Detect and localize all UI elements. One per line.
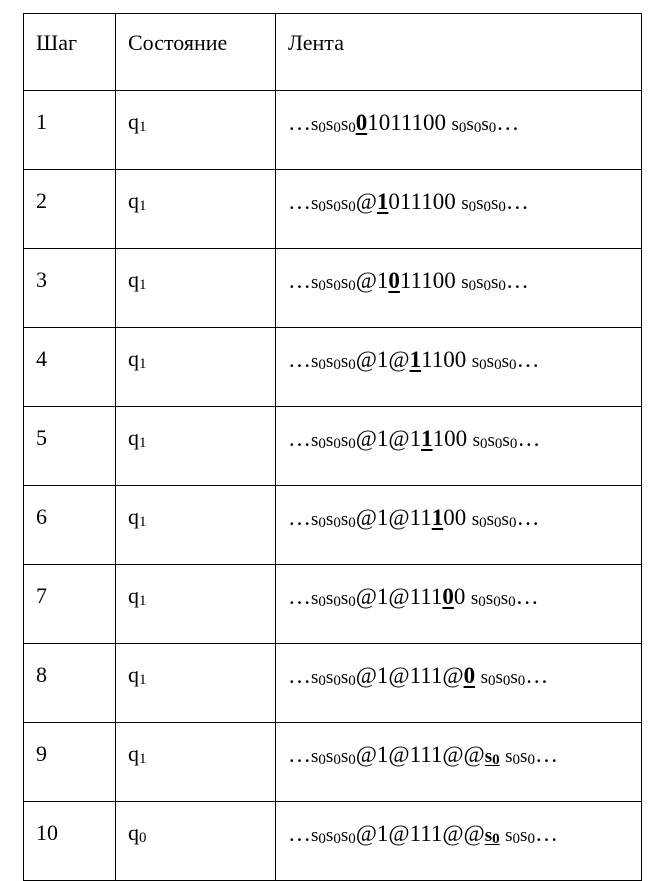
tape-head-symbol: 0 [355, 110, 368, 135]
table-row [24, 91, 642, 170]
state-cell: $q_1$ [116, 328, 276, 407]
state-cell: $q_1$ [116, 723, 276, 802]
table-row [24, 328, 642, 407]
tape-head-symbol: 1 [421, 426, 433, 451]
state-cell: $q_1$ [116, 249, 276, 328]
step-cell: 6 [24, 486, 116, 565]
tape-cell: $\dots s_0s_0s_0@1@11100$ $s_0s_0s_0\dots$ [276, 565, 642, 644]
table-row [24, 170, 642, 249]
step-cell: 5 [24, 407, 116, 486]
header-row [24, 14, 642, 91]
step-cell: 3 [24, 249, 116, 328]
tape-cell: $\dots s_0s_0s_0@1@11100$ $s_0s_0s_0\dots$ [276, 407, 642, 486]
table-row [24, 565, 642, 644]
step-cell: 8 [24, 644, 116, 723]
step-cell: 9 [24, 723, 116, 802]
state-cell: $q_1$ [116, 407, 276, 486]
step-cell: 2 [24, 170, 116, 249]
state-cell: $q_1$ [116, 170, 276, 249]
tape-cell: $\dots s_0s_0s_001011100$ $s_0s_0s_0\dots$ [276, 91, 642, 170]
step-cell: 7 [24, 565, 116, 644]
state-cell: $q_1$ [116, 486, 276, 565]
tape-cell: $\dots s_0s_0s_0@1011100$ $s_0s_0s_0\dots$ [276, 249, 642, 328]
header-step: Шаг [24, 14, 116, 91]
table-row [24, 802, 642, 881]
tape-head-symbol: $s_0$ [484, 825, 500, 847]
tape-cell: $\dots s_0s_0s_0@1@111@@s_0$ $s_0s_0\dots$ [276, 802, 642, 881]
header-tape: Лента [276, 14, 642, 91]
tape-cell: $\dots s_0s_0s_0@1@11100$ $s_0s_0s_0\dots$ [276, 328, 642, 407]
step-cell: 10 [24, 802, 116, 881]
tape-head-symbol: 0 [463, 663, 476, 688]
tape-head-symbol: 1 [409, 347, 422, 372]
state-cell: $q_0$ [116, 802, 276, 881]
table-body [24, 91, 642, 881]
tape-cell: $\dots s_0s_0s_0@1011100$ $s_0s_0s_0\dots$ [276, 170, 642, 249]
tape-head-symbol: 1 [376, 189, 389, 214]
tape-head-symbol: 0 [388, 268, 400, 293]
tape-head-symbol: 1 [431, 505, 444, 530]
tape-head-symbol: 0 [442, 584, 454, 609]
state-cell: $q_1$ [116, 565, 276, 644]
tape-cell: $\dots s_0s_0s_0@1@111@@s_0$ $s_0s_0\dots$ [276, 723, 642, 802]
tape-cell: $\dots s_0s_0s_0@1@11100$ $s_0s_0s_0\dots$ [276, 486, 642, 565]
table-row [24, 486, 642, 565]
table-row [24, 723, 642, 802]
turing-machine-table [23, 13, 642, 881]
step-cell: 4 [24, 328, 116, 407]
step-cell: 1 [24, 91, 116, 170]
state-cell: $q_1$ [116, 644, 276, 723]
tape-head-symbol: $s_0$ [484, 746, 500, 768]
table-row [24, 407, 642, 486]
state-cell: $q_1$ [116, 91, 276, 170]
table-row [24, 644, 642, 723]
header-state: Состояние [116, 14, 276, 91]
tape-cell: $\dots s_0s_0s_0@1@111@0$ $s_0s_0s_0\dots$ [276, 644, 642, 723]
table-row [24, 249, 642, 328]
